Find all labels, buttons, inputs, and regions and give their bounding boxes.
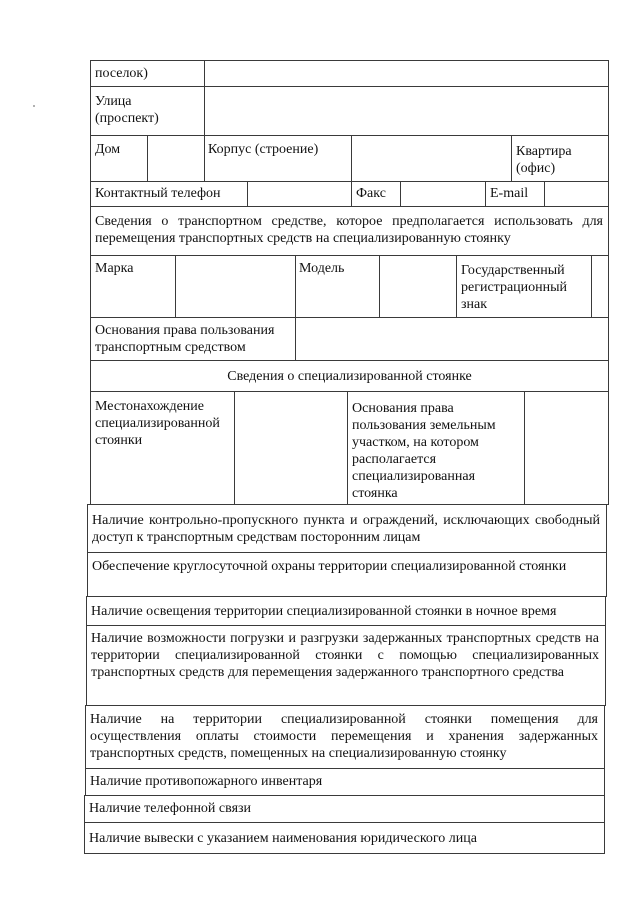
settlement-value-cell[interactable] — [204, 60, 609, 87]
model-value-cell[interactable] — [379, 255, 457, 318]
criterion-checkpoint: Наличие контрольно-пропускного пункта и ограждений, исключающих свободный доступ к транспортным средствам посторонним лицам — [92, 513, 600, 545]
apartment-label: Квартира (офис) — [516, 144, 572, 176]
location-label: Местонахождение специализированной стоянки — [95, 399, 220, 448]
model-label: Модель — [299, 261, 345, 276]
criterion-lighting: Наличие освещения территории специализированной стоянки в ночное время — [91, 604, 557, 619]
phone-label: Контактный телефон — [95, 186, 221, 201]
criterion-fire-equipment: Наличие противопожарного инвентаря — [90, 774, 323, 789]
street-value-cell[interactable] — [204, 86, 609, 136]
reg-sign-label: Государственный регистрационный знак — [461, 263, 568, 312]
parking-heading: Сведения о специализированной стоянке — [227, 369, 472, 384]
brand-label: Марка — [95, 261, 134, 276]
usage-basis-value-cell[interactable] — [295, 317, 609, 361]
usage-basis-label: Основания права пользования транспортным средством — [95, 323, 275, 355]
fax-value-cell[interactable] — [400, 181, 486, 207]
email-value-cell[interactable] — [544, 181, 609, 207]
settlement-label: поселок) — [95, 66, 148, 81]
reg-sign-value-cell[interactable] — [591, 255, 609, 318]
criterion-phone: Наличие телефонной связи — [89, 801, 252, 816]
land-basis-value-cell[interactable] — [524, 391, 609, 505]
location-value-cell[interactable] — [234, 391, 348, 505]
criterion-payment-room: Наличие на территории специализированной стоянки помещения для осуществления оплаты стоимости перемещения и хранения задержанных транспортных средств, помещенных на специализированную стоянку — [90, 712, 598, 761]
land-basis-label: Основания права пользования земельным участком, на котором располагается специализированная стоянка — [352, 401, 496, 501]
criterion-security: Обеспечение круглосуточной охраны территории специализированной стоянки — [92, 559, 567, 574]
criterion-loading: Наличие возможности погрузки и разгрузки задержанных транспортных средств на территории специализированной стоянки с помощью специализированных транспортных средств для перемещения задержанного транспортного средства — [91, 631, 599, 680]
email-label: E-mail — [490, 186, 529, 201]
building-label: Корпус (строение) — [208, 142, 319, 157]
brand-value-cell[interactable] — [175, 255, 296, 318]
criterion-signboard: Наличие вывески с указанием наименования юридического лица — [89, 831, 477, 846]
building-value-cell[interactable] — [351, 135, 512, 182]
fax-label: Факс — [356, 186, 386, 201]
scan-speck — [33, 105, 35, 107]
house-label: Дом — [95, 142, 121, 157]
street-label: Улица (проспект) — [95, 94, 159, 126]
phone-value-cell[interactable] — [247, 181, 352, 207]
house-value-cell[interactable] — [147, 135, 205, 182]
vehicle-heading: Сведения о транспортном средстве, которое предполагается использовать для перемещения транспортных средств на специализированную стоянку — [95, 214, 603, 246]
